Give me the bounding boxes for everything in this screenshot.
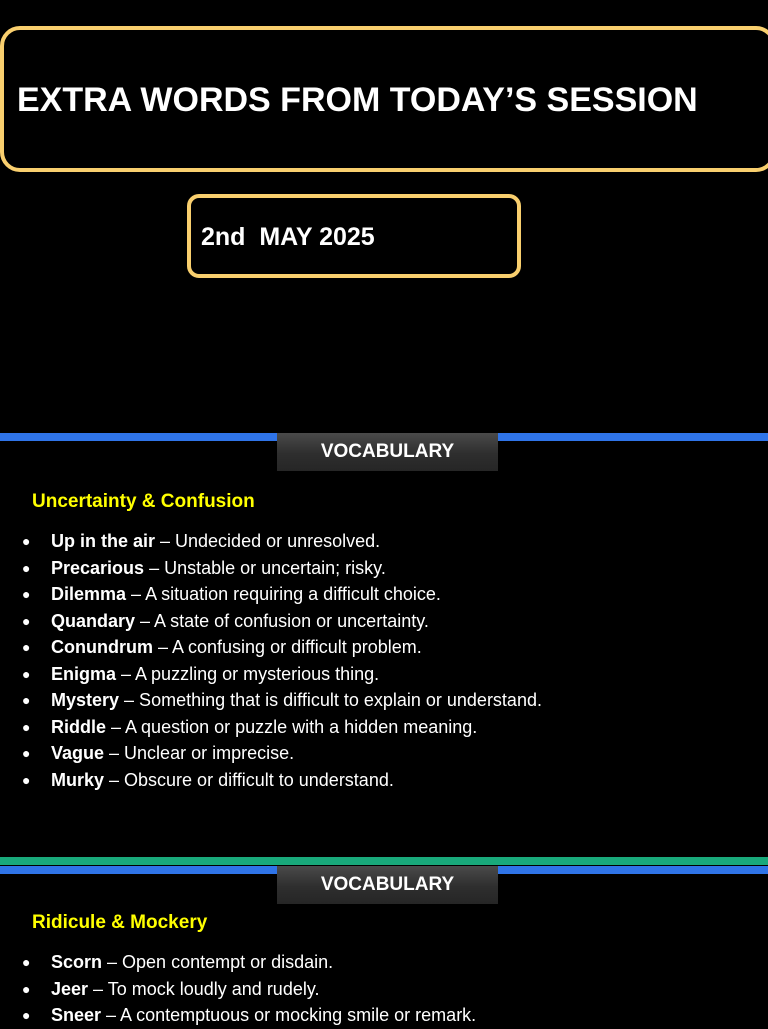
list-item (0, 528, 542, 555)
list-item (0, 976, 476, 1003)
vocab-definition: – Open contempt or disdain. (102, 952, 334, 972)
bullet-icon: ● (22, 639, 31, 655)
list-item (0, 634, 542, 661)
list-item (0, 1002, 476, 1029)
vocabulary-tab: VOCABULARY (277, 433, 498, 471)
list-item (0, 608, 542, 635)
bullet-icon: ● (22, 1007, 31, 1023)
bullet-icon: ● (22, 665, 31, 682)
bullet-icon: ● (22, 771, 31, 788)
vocab-definition: – A puzzling or mysterious thing. (116, 663, 380, 684)
list-item (0, 949, 476, 976)
bullet-icon: ● (22, 954, 31, 970)
vocab-term: Up in the air (51, 531, 156, 551)
list-item (0, 555, 542, 582)
vocab-term: Enigma (51, 663, 117, 684)
section-divider-green (0, 857, 768, 865)
vocab-term: Murky (51, 769, 105, 790)
section-heading: Uncertainty & Confusion (32, 491, 255, 512)
bullet-icon: ● (22, 692, 31, 708)
list-item (0, 767, 542, 794)
vocab-definition: – A question or puzzle with a hidden meaning. (106, 716, 478, 737)
vocabulary-tab: VOCABULARY (277, 866, 498, 904)
bullet-icon: ● (22, 586, 31, 602)
vocab-term: Jeer (51, 978, 89, 999)
vocab-definition: – Obscure or difficult to understand. (104, 769, 394, 790)
vocab-definition: – A situation requiring a difficult choice. (126, 584, 441, 604)
page-title: EXTRA WORDS FROM TODAY’S SESSION (17, 81, 698, 119)
vocab-definition: – Unstable or uncertain; risky. (144, 557, 386, 578)
vocab-definition: – Undecided or unresolved. (155, 531, 381, 551)
list-item (0, 740, 542, 767)
vocab-term: Riddle (51, 716, 107, 737)
vocab-definition: – To mock loudly and rudely. (88, 978, 320, 999)
word-list (0, 949, 476, 1029)
list-item (0, 687, 542, 714)
vocab-definition: – Something that is difficult to explain or understand. (119, 690, 542, 710)
vocab-definition: – Unclear or imprecise. (104, 743, 295, 763)
list-item (0, 661, 542, 688)
vocab-term: Mystery (51, 690, 120, 710)
list-item (0, 714, 542, 741)
vocab-term: Vague (51, 743, 105, 763)
bullet-icon: ● (22, 533, 31, 549)
vocab-term: Precarious (51, 557, 145, 578)
list-item (0, 581, 542, 608)
bullet-icon: ● (22, 980, 31, 997)
vocab-term: Quandary (51, 610, 136, 631)
bullet-icon: ● (22, 612, 31, 629)
vocab-term: Dilemma (51, 584, 127, 604)
word-list (0, 528, 542, 793)
bullet-icon: ● (22, 745, 31, 761)
section-heading: Ridicule & Mockery (32, 912, 208, 933)
vocab-term: Scorn (51, 952, 103, 972)
vocab-term: Sneer (51, 1005, 102, 1025)
vocab-definition: – A state of confusion or uncertainty. (135, 610, 429, 631)
bullet-icon: ● (22, 718, 31, 735)
session-date: 2nd MAY 2025 (201, 223, 375, 251)
vocab-definition: – A confusing or difficult problem. (152, 637, 422, 657)
vocab-definition: – A contemptuous or mocking smile or remark. (101, 1005, 477, 1025)
bullet-icon: ● (22, 559, 31, 576)
vocab-term: Conundrum (51, 637, 153, 657)
